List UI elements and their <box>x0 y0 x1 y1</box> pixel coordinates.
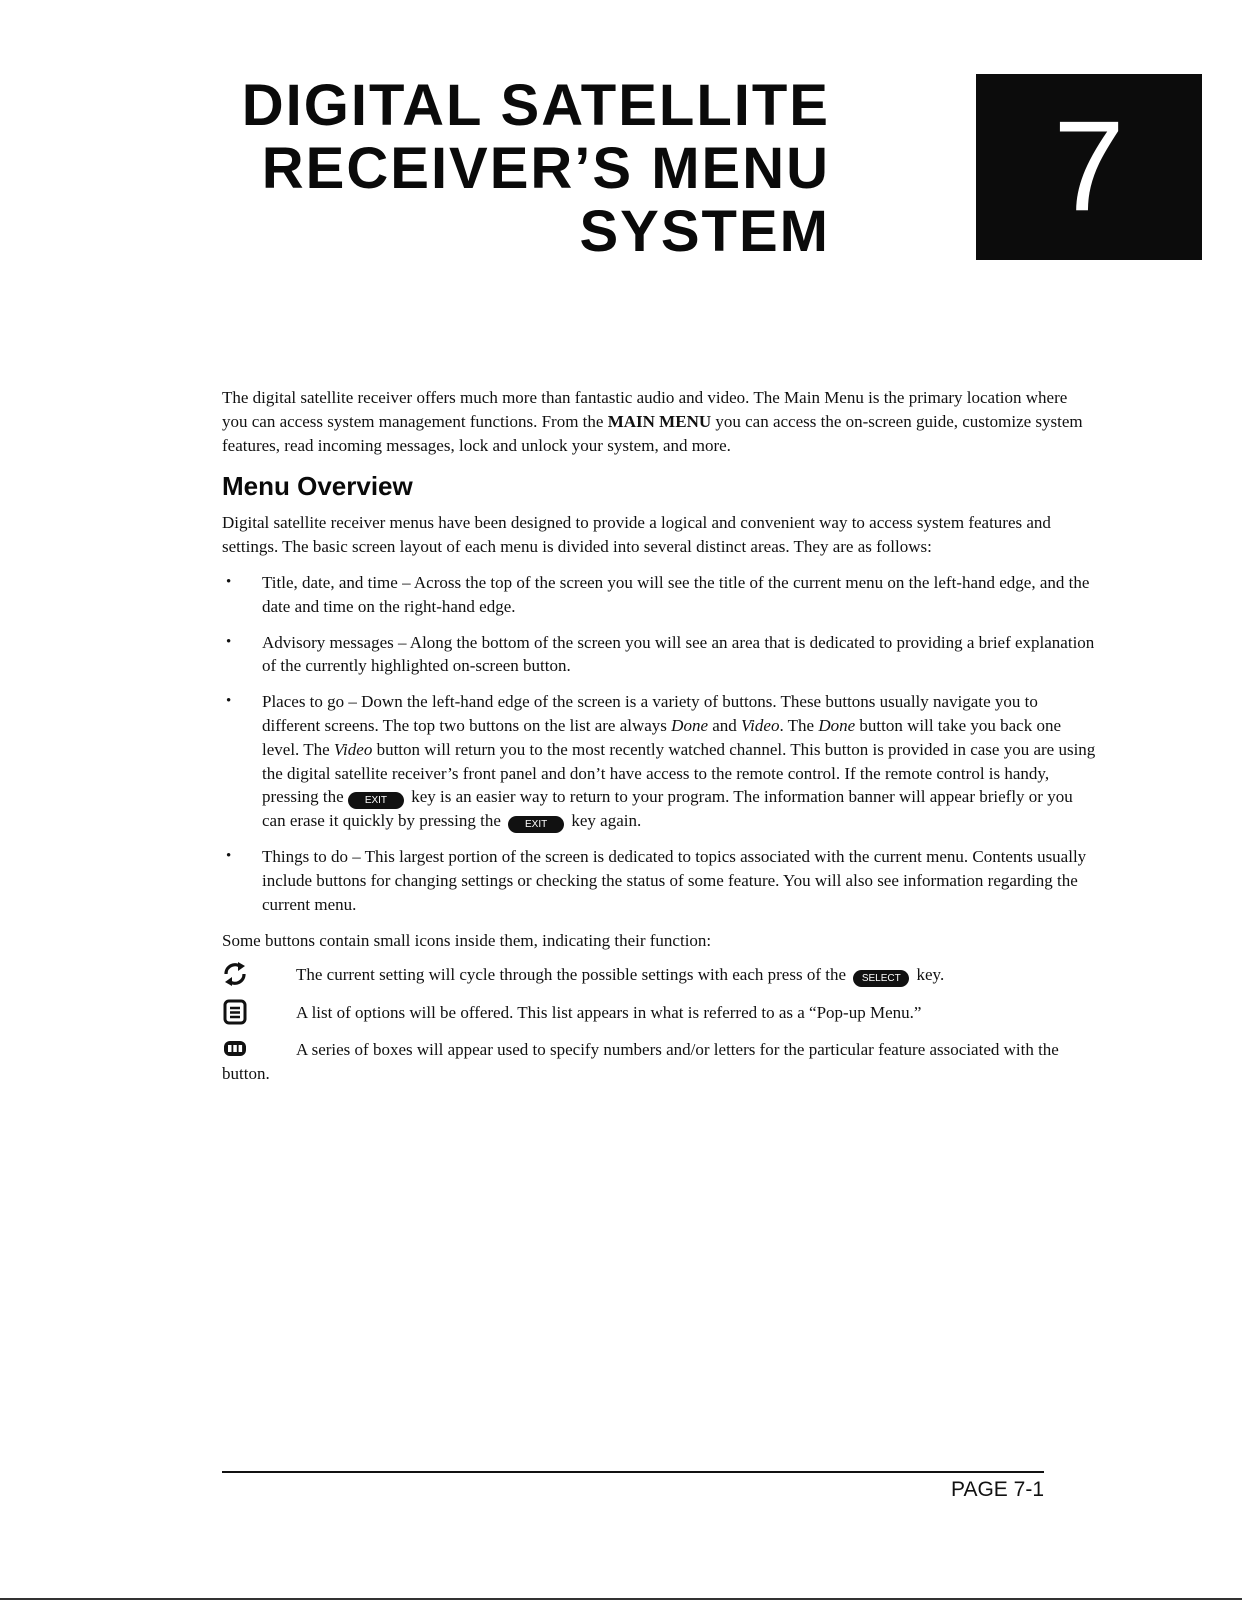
places-text-3: button will take you back one level. The <box>262 715 1061 759</box>
scan-edge-line <box>0 1598 1242 1600</box>
page-number: PAGE 7-1 <box>951 1478 1044 1501</box>
chapter-number: 7 <box>1053 95 1125 238</box>
things-to-do-text: Things to do – This largest portion of the screen is dedicated to topics associated with the current menu. Contents usually include buttons for changing settings or checking the status of some feature. You will also see information regarding the current menu. <box>262 847 1087 914</box>
page-title <box>40 74 830 263</box>
overview-paragraph: Digital satellite receiver menus have been designed to provide a logical and convenient way to access system features and settings. The basic screen layout of each menu is divided into several distinct areas. They are as follows: <box>222 513 1051 557</box>
chapter-tab <box>976 74 1202 260</box>
places-and: and <box>708 715 742 735</box>
bullet-marker: • <box>226 693 232 710</box>
entry-description: A series of boxes will appear used to specify numbers and/or letters for the particular feature associated with the button. <box>222 1040 1059 1084</box>
places-text-4: button will return you to the most recently watched channel. This button is provided in case you are using the digital satellite receiver’s front panel and don’t have access to the remote control. If the remote control is handy, pressing the <box>262 739 1096 807</box>
places-text-1: Places to go – Down the left-hand edge of the screen is a variety of buttons. These buttons usually navigate you to different screens. The top two buttons on the list are always <box>262 692 1038 735</box>
list-item <box>222 631 1097 679</box>
popup-description: A list of options will be offered. This list appears in what is referred to as a “Pop-up Menu.” <box>296 1002 922 1022</box>
title-line-3: SYSTEM <box>579 199 830 264</box>
title-line-2: RECEIVER’S MENU <box>261 136 830 201</box>
advisory-messages-text: Advisory messages – Along the bottom of the screen you will see an area that is dedicated to providing a brief explanation of the currently highlighted on-screen button. <box>262 632 1095 676</box>
keypad-entry-icon <box>222 1036 248 1062</box>
places-text-6: key again. <box>567 811 642 831</box>
section-heading: Menu Overview <box>222 471 413 502</box>
exit-key-icon: EXIT <box>348 792 404 809</box>
title-line-1: DIGITAL SATELLITE <box>241 73 830 138</box>
title-date-time-text: Title, date, and time – Across the top of the screen you will see the title of the current menu on the left-hand edge, and the date and time on the right-hand edge. <box>262 572 1090 616</box>
select-key-icon: SELECT <box>853 970 909 987</box>
places-text-5: key is an easier way to return to your program. The information banner will appear briefly or you can erase it quickly by pressing the <box>262 787 1073 831</box>
cycle-icon <box>222 961 248 987</box>
places-text-2: . The <box>779 715 819 735</box>
video-term-2: Video <box>333 739 373 759</box>
icons-intro: Some buttons contain small icons inside them, indicating their function: <box>222 930 712 950</box>
exit-key-icon: EXIT <box>508 816 564 833</box>
intro-text-2: you can access the on-screen guide, customize system features, read incoming messages, lock and unlock your system, and more. <box>222 411 1083 455</box>
intro-paragraph <box>222 386 1097 457</box>
list-item <box>222 690 1097 833</box>
list-item <box>222 571 1097 619</box>
list-item <box>222 845 1097 916</box>
cycle-icon-row <box>222 963 1097 987</box>
bullet-marker: • <box>226 573 232 590</box>
cycle-description-1: The current setting will cycle through the possible settings with each press of the <box>296 964 851 984</box>
footer-rule <box>222 1471 1044 1473</box>
video-term: Video <box>741 715 780 735</box>
done-term-2: Done <box>818 715 856 735</box>
entry-icon-row <box>222 1038 1097 1086</box>
popup-menu-icon <box>222 999 248 1025</box>
main-menu-term: MAIN MENU <box>607 411 712 431</box>
popup-icon-row <box>222 1001 1097 1025</box>
cycle-description-2: key. <box>912 964 945 984</box>
done-term: Done <box>671 715 708 735</box>
intro-text-1: The digital satellite receiver offers much more than fantastic audio and video. The Main Menu is the primary location where you can access system management functions. From the <box>222 388 1068 431</box>
screen-areas-list <box>222 571 1097 917</box>
bullet-marker: • <box>226 848 232 865</box>
bullet-marker: • <box>226 633 232 650</box>
main-content <box>222 386 1097 1100</box>
